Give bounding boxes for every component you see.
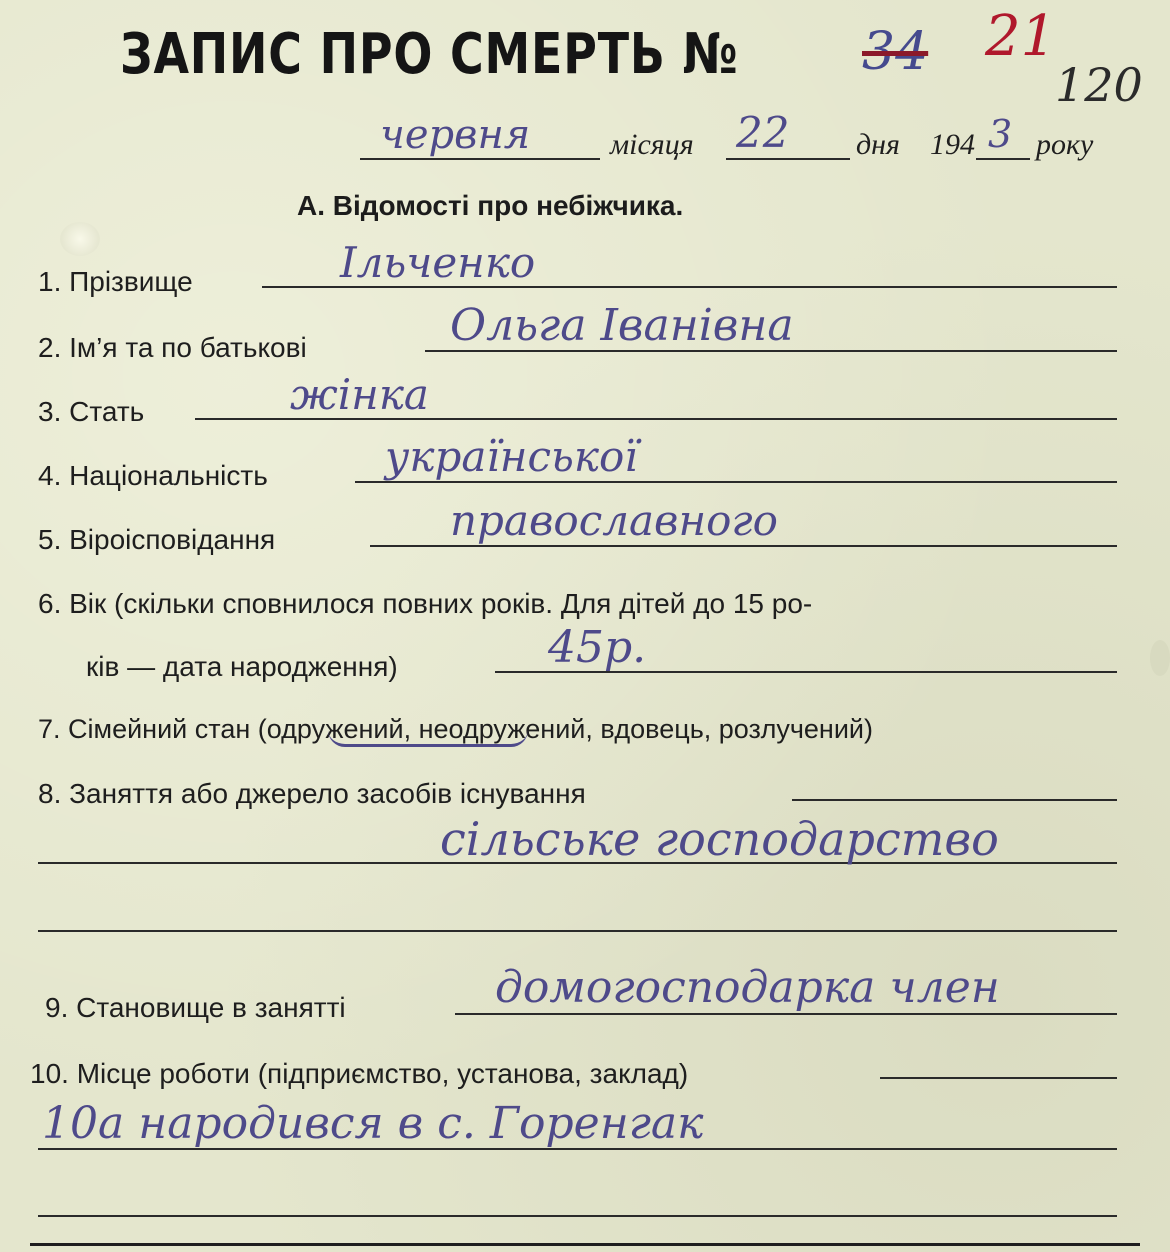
form-title: ЗАПИС ПРО СМЕРТЬ № bbox=[120, 22, 739, 87]
age-value: 45р. bbox=[548, 622, 647, 673]
year-line bbox=[976, 158, 1030, 160]
year-label: року bbox=[1036, 128, 1094, 161]
age-label-line1: 6. Вік (скільки сповнилося повних років. Для дітей до 15 ро- bbox=[38, 588, 813, 619]
position-value: домогосподарка член bbox=[495, 962, 1000, 1013]
day-line bbox=[726, 158, 850, 160]
position-line bbox=[455, 1013, 1117, 1015]
workplace-line-3 bbox=[38, 1215, 1117, 1217]
name-patronymic-label: 2. Ім’я та по батькові bbox=[38, 332, 307, 363]
month-line bbox=[360, 158, 600, 160]
year-digit: 3 bbox=[988, 112, 1013, 156]
occupation-line-3 bbox=[38, 930, 1117, 932]
religion-value: православного bbox=[450, 496, 778, 545]
year-prefix: 194 bbox=[930, 128, 975, 161]
occupation-value: сільське господарство bbox=[440, 812, 999, 866]
month-label: місяця bbox=[610, 128, 694, 161]
workplace-value: 10а народився в с. Горенгак bbox=[42, 1098, 704, 1149]
bottom-border bbox=[30, 1243, 1140, 1246]
religion-line bbox=[370, 545, 1117, 547]
occupation-label: 8. Заняття або джерело засобів існування bbox=[38, 778, 586, 809]
position-label: 9. Становище в занятті bbox=[45, 992, 346, 1023]
marital-status-label: 7. Сімейний стан (одружений, неодружений, вдовець, розлучений) bbox=[38, 714, 873, 744]
occupation-line-1 bbox=[792, 799, 1117, 801]
record-number-struck: 34 bbox=[862, 22, 929, 82]
workplace-line-1 bbox=[880, 1077, 1117, 1079]
nationality-line bbox=[355, 481, 1117, 483]
day-label: дня bbox=[856, 128, 901, 161]
religion-label: 5. Віроісповідання bbox=[38, 524, 276, 555]
workplace-label: 10. Місце роботи (підприємство, установа, заклад) bbox=[30, 1058, 689, 1089]
month-value: червня bbox=[380, 112, 531, 158]
sex-value: жінка bbox=[290, 370, 429, 419]
corner-number: 120 bbox=[1055, 58, 1143, 112]
age-label-line2: ків — дата народження) bbox=[86, 651, 398, 682]
section-title: А. Відомості про небіжчика. bbox=[297, 190, 684, 221]
nationality-value: української bbox=[385, 432, 638, 481]
day-value: 22 bbox=[736, 108, 790, 157]
name-patronymic-value: Ольга Іванівна bbox=[450, 300, 794, 351]
marital-status-mark bbox=[328, 730, 528, 747]
nationality-label: 4. Національність bbox=[38, 460, 268, 491]
surname-label: 1. Прізвище bbox=[38, 266, 193, 297]
paper-edge-hole bbox=[1150, 640, 1170, 676]
sex-label: 3. Стать bbox=[38, 396, 145, 427]
paper-stain bbox=[60, 222, 100, 256]
record-number: 21 bbox=[985, 4, 1057, 69]
surname-value: Ільченко bbox=[340, 238, 536, 287]
